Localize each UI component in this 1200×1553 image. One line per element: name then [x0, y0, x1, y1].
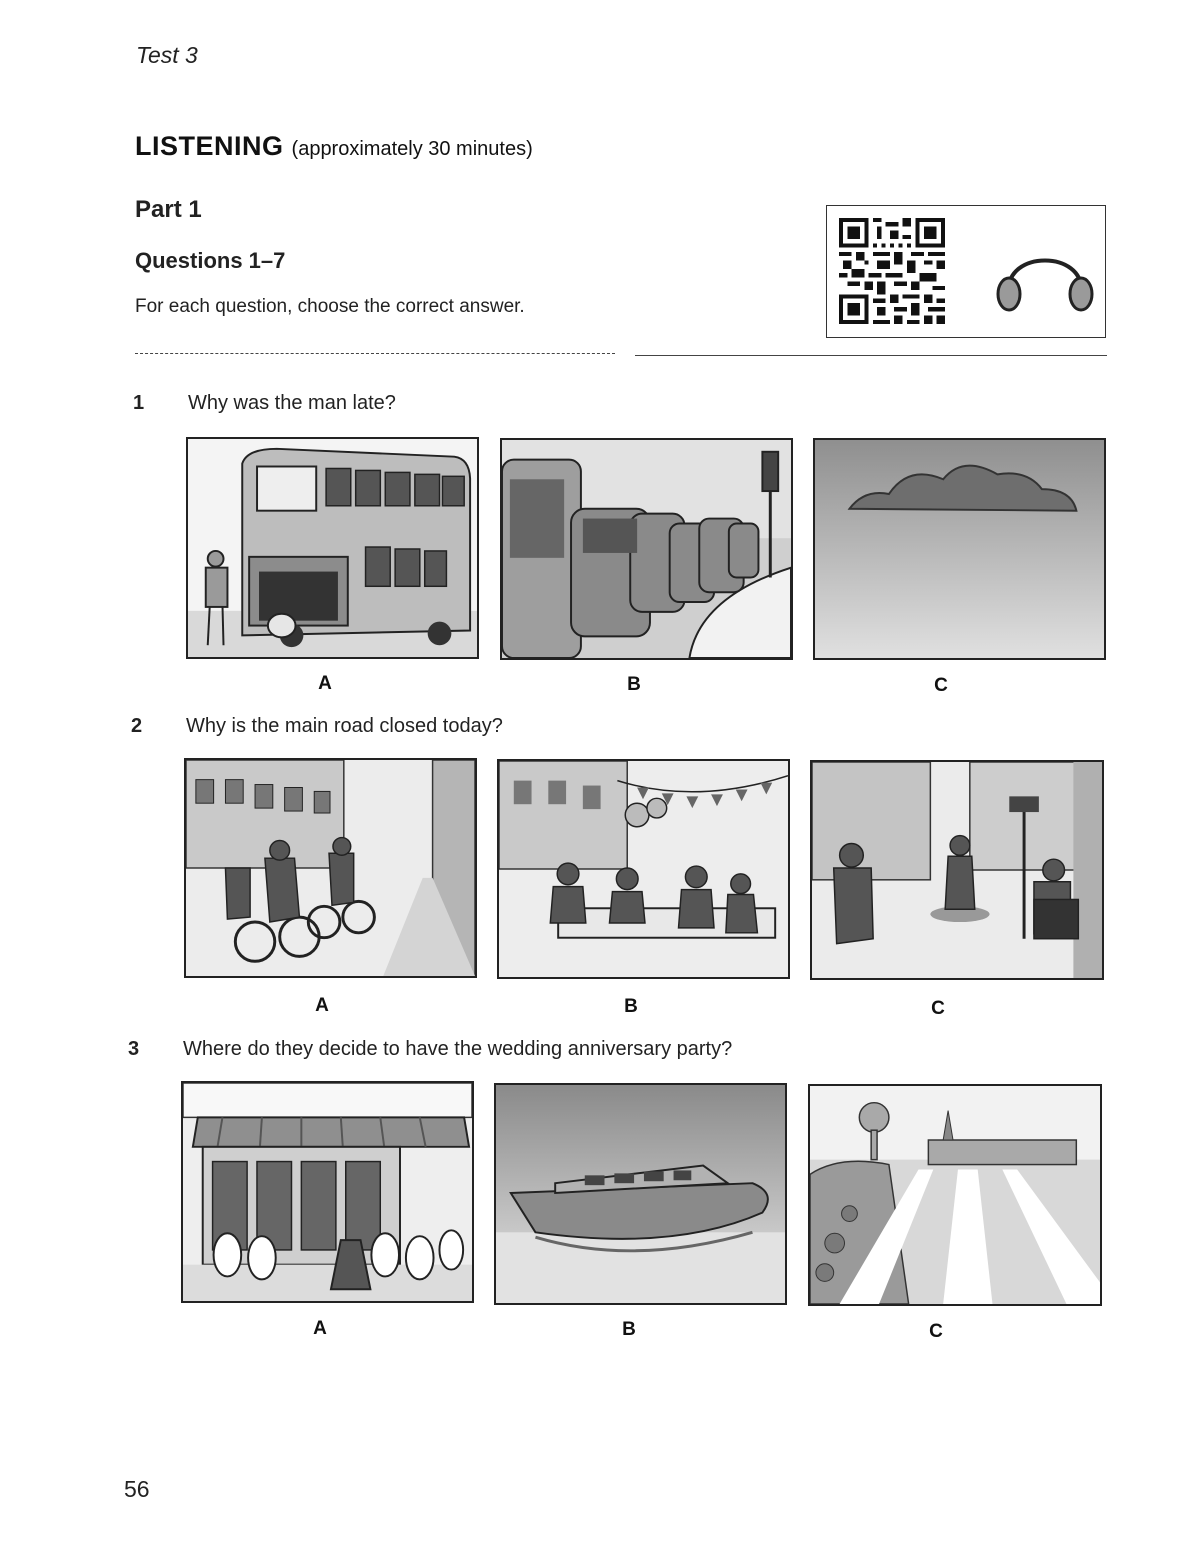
- option-label: B: [624, 996, 638, 1017]
- instruction-text: For each question, choose the correct answer.: [135, 296, 525, 317]
- q1-option-c-picture[interactable]: [813, 438, 1106, 660]
- q2-option-a-picture[interactable]: [184, 758, 477, 978]
- page-number: 56: [124, 1476, 150, 1502]
- bicycle-race-illustration: [186, 760, 475, 976]
- headphones-icon: [995, 230, 1095, 316]
- boat-illustration: [496, 1085, 785, 1303]
- option-label: C: [934, 675, 948, 696]
- cloudy-sky-illustration: [815, 440, 1104, 658]
- option-label: A: [313, 1318, 327, 1339]
- question-number: 2: [131, 715, 143, 737]
- section-duration: (approximately 30 minutes): [291, 138, 533, 160]
- section-title: [135, 131, 533, 162]
- garden-illustration: [810, 1086, 1100, 1304]
- question-number: 1: [133, 392, 145, 414]
- q1-option-a-picture[interactable]: [186, 437, 479, 659]
- option-label: C: [931, 998, 945, 1019]
- questions-range: Questions 1–7: [135, 248, 286, 273]
- option-label: B: [622, 1319, 636, 1340]
- film-crew-illustration: [812, 762, 1102, 978]
- traffic-queue-illustration: [502, 440, 791, 658]
- part-title: Part 1: [135, 196, 202, 223]
- running-head: Test 3: [136, 42, 198, 68]
- audio-box: [826, 205, 1106, 338]
- divider-right: [635, 355, 1107, 356]
- option-label: A: [318, 673, 332, 694]
- q3-option-c-picture[interactable]: [808, 1084, 1102, 1306]
- section-title-text: LISTENING: [135, 131, 284, 161]
- question-number: 3: [128, 1038, 140, 1060]
- question-text: Why is the main road closed today?: [186, 715, 503, 737]
- option-label: C: [929, 1321, 943, 1342]
- question-text: Where do they decide to have the wedding anniversary party?: [183, 1038, 733, 1060]
- qr-code-icon[interactable]: [839, 218, 945, 324]
- option-label: A: [315, 995, 329, 1016]
- bus-illustration: [188, 439, 477, 657]
- q1-option-b-picture[interactable]: [500, 438, 793, 660]
- q2-option-b-picture[interactable]: [497, 759, 790, 979]
- q3-option-a-picture[interactable]: [181, 1081, 474, 1303]
- q2-option-c-picture[interactable]: [810, 760, 1104, 980]
- restaurant-illustration: [183, 1083, 472, 1301]
- option-label: B: [627, 674, 641, 695]
- q3-option-b-picture[interactable]: [494, 1083, 787, 1305]
- question-text: Why was the man late?: [188, 392, 396, 414]
- divider-left: [135, 353, 615, 354]
- street-party-illustration: [499, 761, 788, 977]
